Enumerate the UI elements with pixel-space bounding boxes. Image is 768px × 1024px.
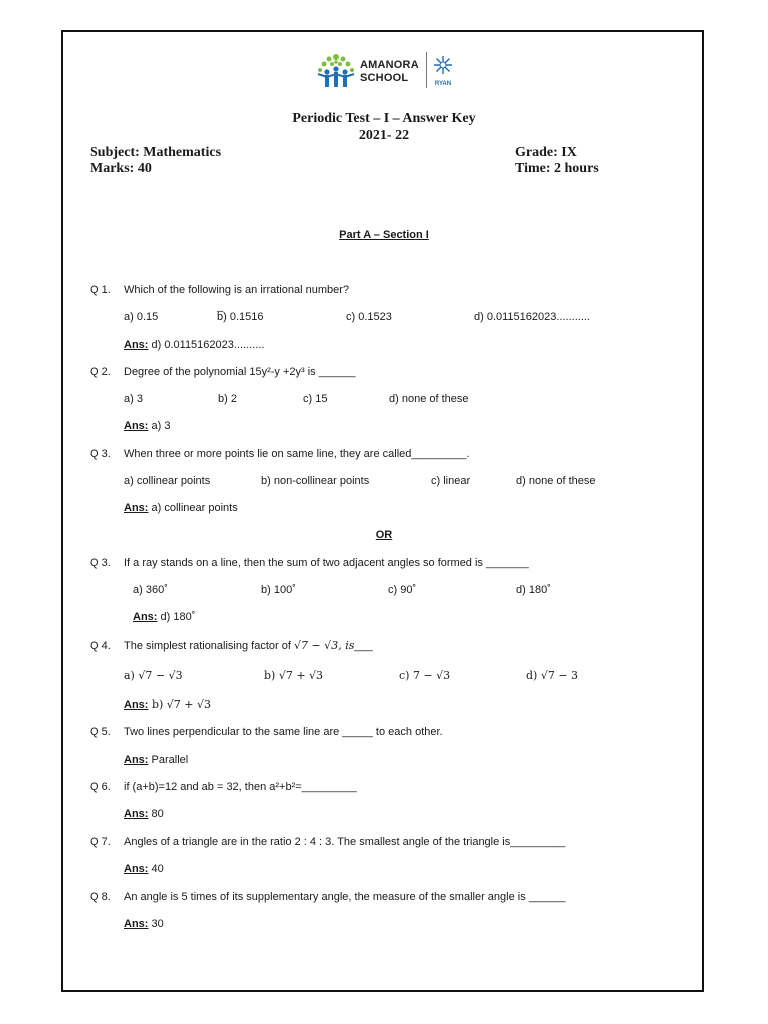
option-b: b̅) 0.1516 — [217, 311, 264, 323]
option-b: b) non-collinear points — [261, 475, 370, 487]
ryan-emblem-icon — [432, 52, 454, 90]
question-text: If a ray stands on a line, then the sum of two adjacent angles so formed is _______ — [124, 557, 529, 569]
answer-label: Ans: — [124, 502, 149, 514]
answer-label: Ans: — [124, 863, 149, 875]
option-d: d) 180˚ — [516, 584, 551, 596]
answer-value: a) collinear points — [148, 502, 238, 514]
question-text: Which of the following is an irrational number? — [124, 284, 350, 296]
answer-line — [133, 610, 195, 624]
answer-value: a) 3 — [148, 420, 171, 432]
question-text: The simplest rationalising factor of √7 − √3, is___ — [124, 639, 373, 652]
answer-value: Parallel — [148, 754, 189, 766]
option-a: a) 360˚ — [133, 584, 168, 596]
answer-value: d) 180˚ — [157, 611, 196, 623]
option-a: a) √7 − √3 — [124, 669, 183, 682]
logo-divider — [426, 52, 427, 88]
answer-value: d) 0.0115162023.......... — [148, 339, 265, 351]
school-logo — [314, 50, 464, 92]
answer-line — [124, 338, 264, 352]
answer-value: 80 — [148, 808, 164, 820]
question-text: An angle is 5 times of its supplementary angle, the measure of the smaller angle is ______ — [124, 891, 566, 903]
answer-value: b) √7 + √3 — [148, 698, 212, 711]
question-text: When three or more points lie on same line, they are called_________. — [124, 448, 470, 460]
option-c: c) linear — [431, 475, 471, 487]
answer-line — [124, 501, 238, 515]
answer-label: Ans: — [133, 611, 158, 623]
option-d: d) none of these — [389, 393, 469, 405]
answer-value: 30 — [148, 918, 164, 930]
answer-label: Ans: — [124, 918, 149, 930]
answer-line — [124, 698, 211, 712]
answer-label: Ans: — [124, 699, 149, 711]
time: Time: 2 hours — [515, 161, 599, 176]
school-name: AMANORA SCHOOL — [360, 59, 419, 84]
question-number: Q 1. — [90, 284, 111, 296]
tree-logo-icon — [314, 50, 358, 92]
option-b: b) 2 — [218, 393, 237, 405]
question-number: Q 5. — [90, 726, 111, 738]
marks: Marks: 40 — [90, 161, 152, 176]
option-a: a) 0.15 — [124, 311, 159, 323]
option-b: b) √7 + √3 — [264, 669, 324, 682]
answer-line — [124, 419, 170, 433]
option-b: b) 100˚ — [261, 584, 296, 596]
question-number: Q 3. — [90, 448, 111, 460]
option-c: c) 7 − √3 — [399, 669, 451, 682]
answer-label: Ans: — [124, 754, 149, 766]
answer-value: 40 — [148, 863, 164, 875]
question-number: Q 4. — [90, 640, 111, 652]
academic-year: 2021- 22 — [358, 128, 410, 143]
option-d: d) 0.0115162023........... — [474, 311, 590, 323]
question-number: Q 2. — [90, 366, 111, 378]
section-title: Part A – Section I — [339, 229, 429, 241]
answer-line — [124, 917, 164, 931]
question-number: Q 3. — [90, 557, 111, 569]
question-text: Degree of the polynomial 15y²-y +2y³ is ______ — [124, 366, 356, 378]
option-c: c) 90˚ — [388, 584, 417, 596]
option-c: c) 15 — [303, 393, 328, 405]
question-text: if (a+b)=12 and ab = 32, then a²+b²=_________ — [124, 781, 357, 793]
question-math: √7 − √3, is — [293, 639, 355, 652]
answer-line — [124, 753, 188, 767]
option-d: d) none of these — [516, 475, 596, 487]
answer-line — [124, 807, 164, 821]
question-number: Q 6. — [90, 781, 111, 793]
question-number: Q 7. — [90, 836, 111, 848]
question-text: Two lines perpendicular to the same line are _____ to each other. — [124, 726, 443, 738]
option-a: a) 3 — [124, 393, 143, 405]
answer-label: Ans: — [124, 420, 149, 432]
question-text: Angles of a triangle are in the ratio 2 : 4 : 3. The smallest angle of the triangle is_________ — [124, 836, 566, 848]
answer-label: Ans: — [124, 339, 149, 351]
question-number: Q 8. — [90, 891, 111, 903]
answer-label: Ans: — [124, 808, 149, 820]
subject: Subject: Mathematics — [90, 145, 222, 160]
svg-text:RYAN: RYAN — [434, 81, 452, 87]
or-divider: OR — [375, 529, 393, 541]
option-c: c) 0.1523 — [346, 311, 392, 323]
option-a: a) collinear points — [124, 475, 211, 487]
option-d: d) √7 − 3 — [526, 669, 579, 682]
answer-line — [124, 862, 164, 876]
page-title: Periodic Test – I – Answer Key — [292, 111, 476, 126]
grade: Grade: IX — [515, 145, 577, 160]
